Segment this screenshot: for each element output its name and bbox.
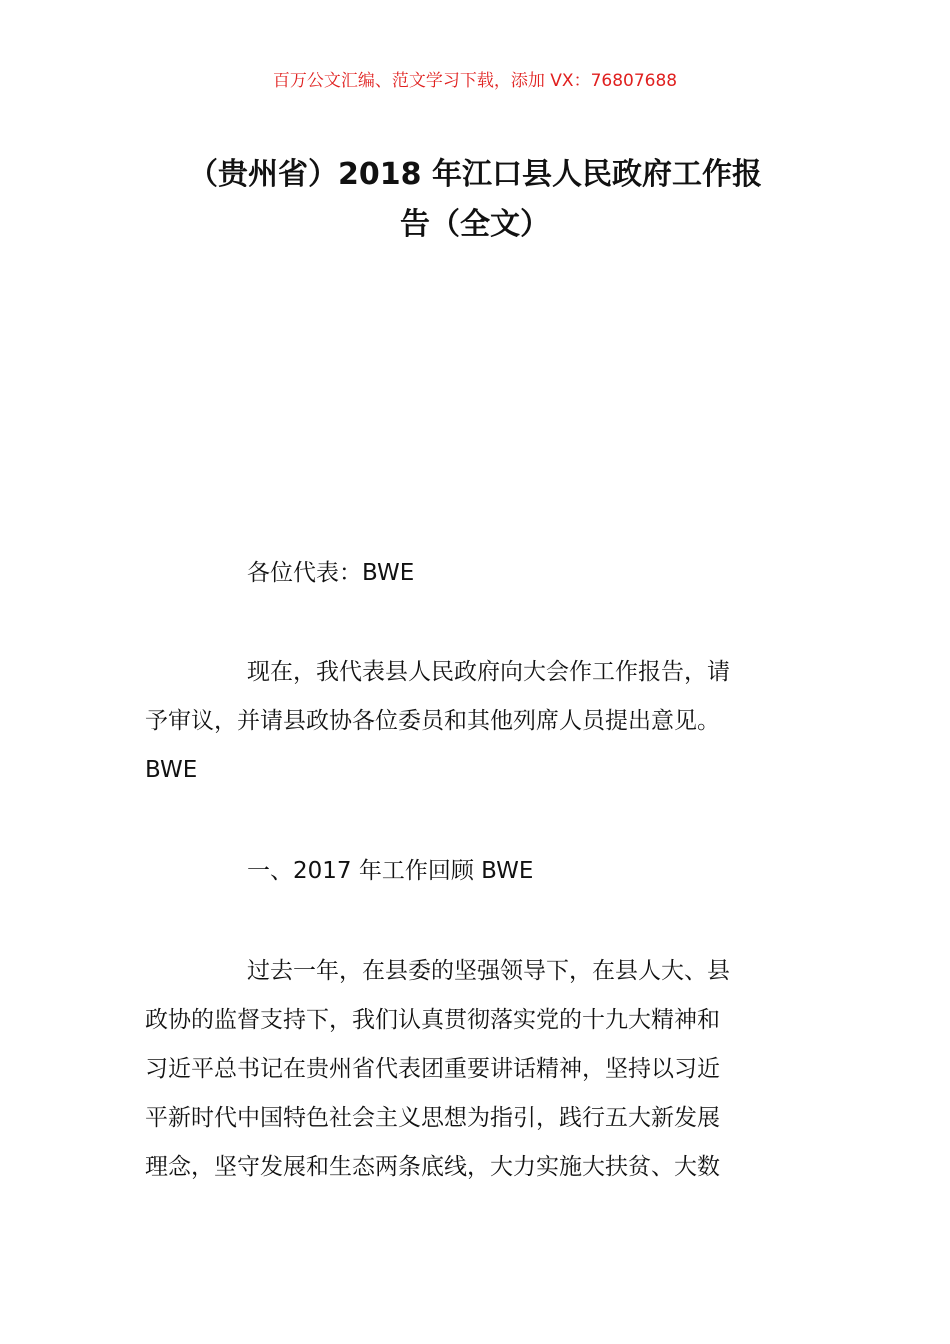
paragraph-line: 现在，我代表县人民政府向大会作工作报告，请 (247, 659, 730, 685)
intro-paragraph (145, 648, 810, 795)
title-line-2: 告（全文） (400, 207, 550, 242)
review-paragraph (145, 947, 810, 1192)
paragraph-line: 予审议，并请县政协各位委员和其他列席人员提出意见。 (145, 708, 720, 734)
document-title (120, 150, 830, 250)
paragraph-line: 习近平总书记在贵州省代表团重要讲话精神，坚持以习近 (145, 1056, 720, 1082)
paragraph-line: 过去一年，在县委的坚强领导下，在县人大、县 (247, 958, 730, 984)
section-heading (145, 847, 810, 896)
salutation (145, 549, 810, 598)
paragraph-line: 政协的监督支持下，我们认真贯彻落实党的十九大精神和 (145, 1007, 720, 1033)
paragraph-line: 理念，坚守发展和生态两条底线，大力实施大扶贫、大数 (145, 1154, 720, 1180)
paragraph-line: 平新时代中国特色社会主义思想为指引，践行五大新发展 (145, 1105, 720, 1131)
paragraph-line: BWE (145, 757, 198, 783)
title-line-1: （贵州省）2018 年江口县人民政府工作报 (188, 157, 762, 192)
header-banner: 百万公文汇编、范文学习下载，添加 VX：76807688 (272, 71, 678, 91)
salutation-text: 各位代表：BWE (247, 560, 415, 586)
section-heading-text: 一、2017 年工作回顾 BWE (247, 858, 534, 884)
